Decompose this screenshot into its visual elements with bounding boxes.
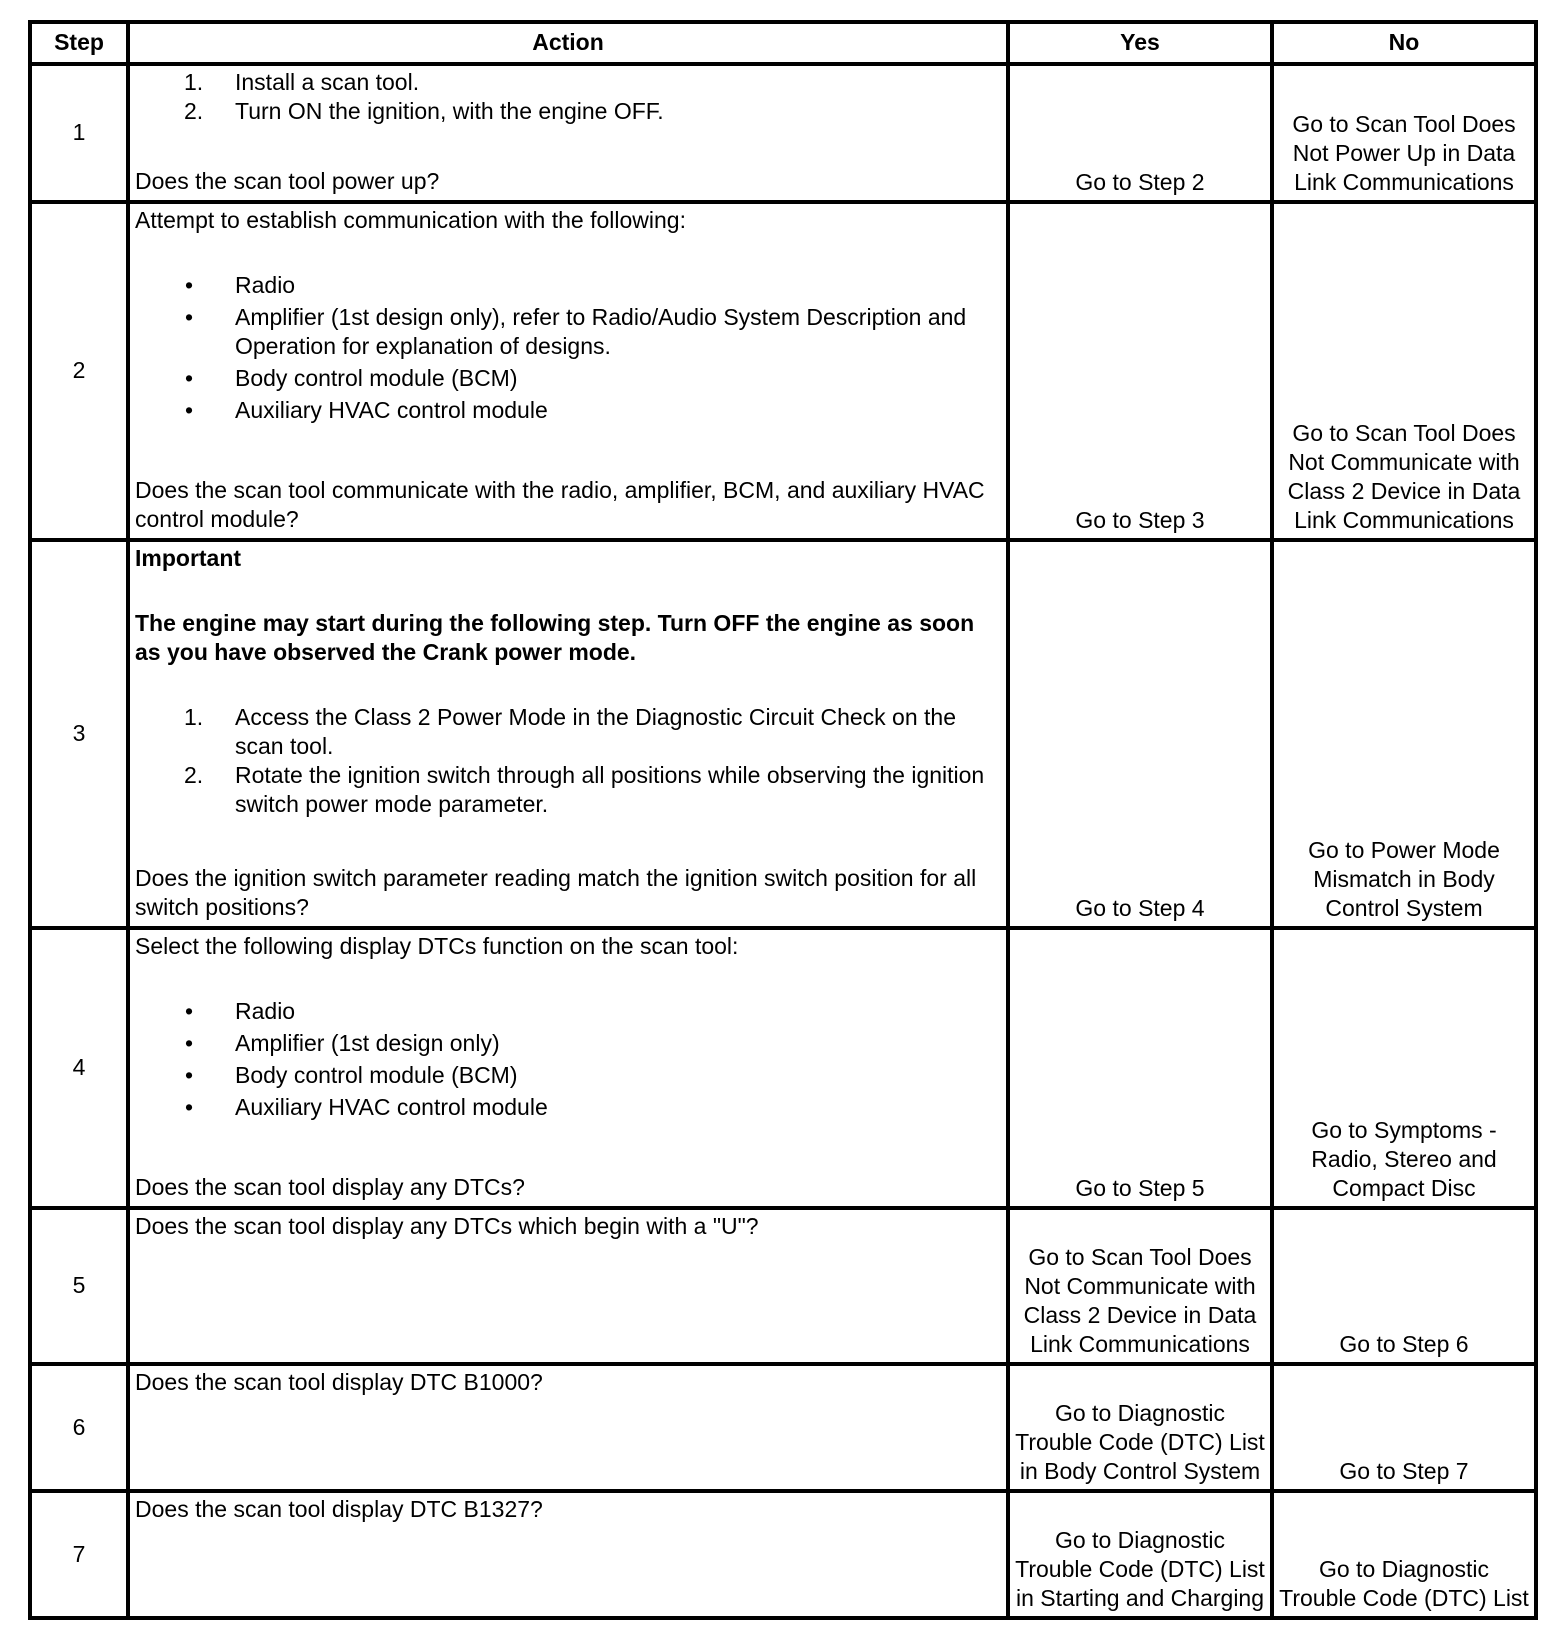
important-title: Important	[135, 545, 242, 571]
list-item	[135, 1061, 1001, 1090]
table-row	[30, 540, 1536, 928]
action-cell	[128, 928, 1008, 1208]
bullet-list	[135, 997, 1001, 1122]
list-item	[135, 761, 1001, 819]
list-item-text: Auxiliary HVAC control module	[235, 1094, 548, 1120]
no-link[interactable]: Go to Diagnostic Trouble Code (DTC) List	[1272, 1491, 1536, 1618]
question-text: Does the ignition switch parameter reading match the ignition switch position for all switch positions?	[135, 865, 977, 920]
no-link[interactable]: Go to Step 6	[1272, 1208, 1536, 1364]
action-cell	[128, 1364, 1008, 1491]
list-item-text: Radio	[235, 272, 296, 298]
header-row	[30, 22, 1536, 64]
step-number: 3	[30, 540, 128, 928]
list-item	[135, 703, 1001, 761]
table-row	[30, 64, 1536, 202]
yes-link[interactable]: Go to Step 4	[1008, 540, 1272, 928]
question-text: Does the scan tool display DTC B1000?	[135, 1369, 543, 1395]
numbered-list	[135, 703, 1001, 819]
list-item	[135, 1029, 1001, 1058]
question-text: Does the scan tool display any DTCs which begin with a "U"?	[135, 1213, 759, 1239]
step-number: 6	[30, 1364, 128, 1491]
list-item-text: Amplifier (1st design only)	[235, 1030, 500, 1056]
table-row	[30, 1491, 1536, 1618]
action-cell	[128, 64, 1008, 202]
yes-link[interactable]: Go to Step 2	[1008, 64, 1272, 202]
list-item-text: Rotate the ignition switch through all positions while observing the ignition switch power mode parameter.	[235, 762, 985, 817]
no-link[interactable]: Go to Scan Tool Does Not Power Up in Data Link Communications	[1272, 64, 1536, 202]
header-no: No	[1272, 22, 1536, 64]
list-item-text: Amplifier (1st design only), refer to Radio/Audio System Description and Operation for explanation of designs.	[235, 304, 967, 359]
header-yes: Yes	[1008, 22, 1272, 64]
list-item	[135, 303, 1001, 361]
step-number: 5	[30, 1208, 128, 1364]
question-text: Does the scan tool communicate with the radio, amplifier, BCM, and auxiliary HVAC control module?	[135, 477, 985, 532]
step-number: 4	[30, 928, 128, 1208]
intro-text: Attempt to establish communication with the following:	[135, 207, 686, 233]
list-item-text: Turn ON the ignition, with the engine OFF.	[235, 98, 664, 124]
action-cell	[128, 1208, 1008, 1364]
action-cell	[128, 1491, 1008, 1618]
diagnostic-table	[28, 20, 1538, 1620]
header-step: Step	[30, 22, 128, 64]
yes-link[interactable]: Go to Diagnostic Trouble Code (DTC) List in Starting and Charging	[1008, 1491, 1272, 1618]
bullet-icon: •	[185, 998, 194, 1024]
no-link[interactable]: Go to Step 7	[1272, 1364, 1536, 1491]
bullet-icon: •	[185, 1062, 194, 1088]
header-action: Action	[128, 22, 1008, 64]
yes-link[interactable]: Go to Step 5	[1008, 928, 1272, 1208]
bullet-icon: •	[185, 1030, 194, 1056]
step-number: 1	[30, 64, 128, 202]
list-item	[135, 271, 1001, 300]
table-row	[30, 202, 1536, 540]
list-item	[135, 364, 1001, 393]
list-number: 2.	[184, 762, 204, 788]
intro-text: Select the following display DTCs function on the scan tool:	[135, 933, 739, 959]
list-number: 1.	[184, 704, 204, 730]
table-row	[30, 1364, 1536, 1491]
list-item-text: Body control module (BCM)	[235, 365, 518, 391]
important-notice: The engine may start during the following step. Turn OFF the engine as soon as you have observed the Crank power mode.	[135, 610, 975, 665]
bullet-icon: •	[185, 397, 194, 423]
list-item	[135, 1093, 1001, 1122]
list-item	[135, 997, 1001, 1026]
bullet-icon: •	[185, 365, 194, 391]
step-number: 7	[30, 1491, 128, 1618]
bullet-icon: •	[185, 1094, 194, 1120]
list-item-text: Body control module (BCM)	[235, 1062, 518, 1088]
list-item-text: Radio	[235, 998, 296, 1024]
yes-link[interactable]: Go to Scan Tool Does Not Communicate with Class 2 Device in Data Link Communications	[1008, 1208, 1272, 1364]
list-number: 1.	[184, 69, 204, 95]
list-item	[135, 68, 1001, 97]
action-cell	[128, 540, 1008, 928]
no-link[interactable]: Go to Power Mode Mismatch in Body Control System	[1272, 540, 1536, 928]
action-cell	[128, 202, 1008, 540]
list-item-text: Install a scan tool.	[235, 69, 420, 95]
table-row	[30, 928, 1536, 1208]
bullet-list	[135, 271, 1001, 425]
list-item	[135, 396, 1001, 425]
bullet-icon: •	[185, 272, 194, 298]
no-link[interactable]: Go to Scan Tool Does Not Communicate with Class 2 Device in Data Link Communications	[1272, 202, 1536, 540]
step-number: 2	[30, 202, 128, 540]
list-item-text: Access the Class 2 Power Mode in the Diagnostic Circuit Check on the scan tool.	[235, 704, 956, 759]
yes-link[interactable]: Go to Diagnostic Trouble Code (DTC) List in Body Control System	[1008, 1364, 1272, 1491]
question-text: Does the scan tool power up?	[135, 168, 440, 194]
question-text: Does the scan tool display any DTCs?	[135, 1174, 525, 1200]
table-row	[30, 1208, 1536, 1364]
yes-link[interactable]: Go to Step 3	[1008, 202, 1272, 540]
list-number: 2.	[184, 98, 204, 124]
no-link[interactable]: Go to Symptoms - Radio, Stereo and Compact Disc	[1272, 928, 1536, 1208]
bullet-icon: •	[185, 304, 194, 330]
list-item-text: Auxiliary HVAC control module	[235, 397, 548, 423]
list-item	[135, 97, 1001, 126]
question-text: Does the scan tool display DTC B1327?	[135, 1496, 543, 1522]
numbered-list	[135, 68, 1001, 126]
